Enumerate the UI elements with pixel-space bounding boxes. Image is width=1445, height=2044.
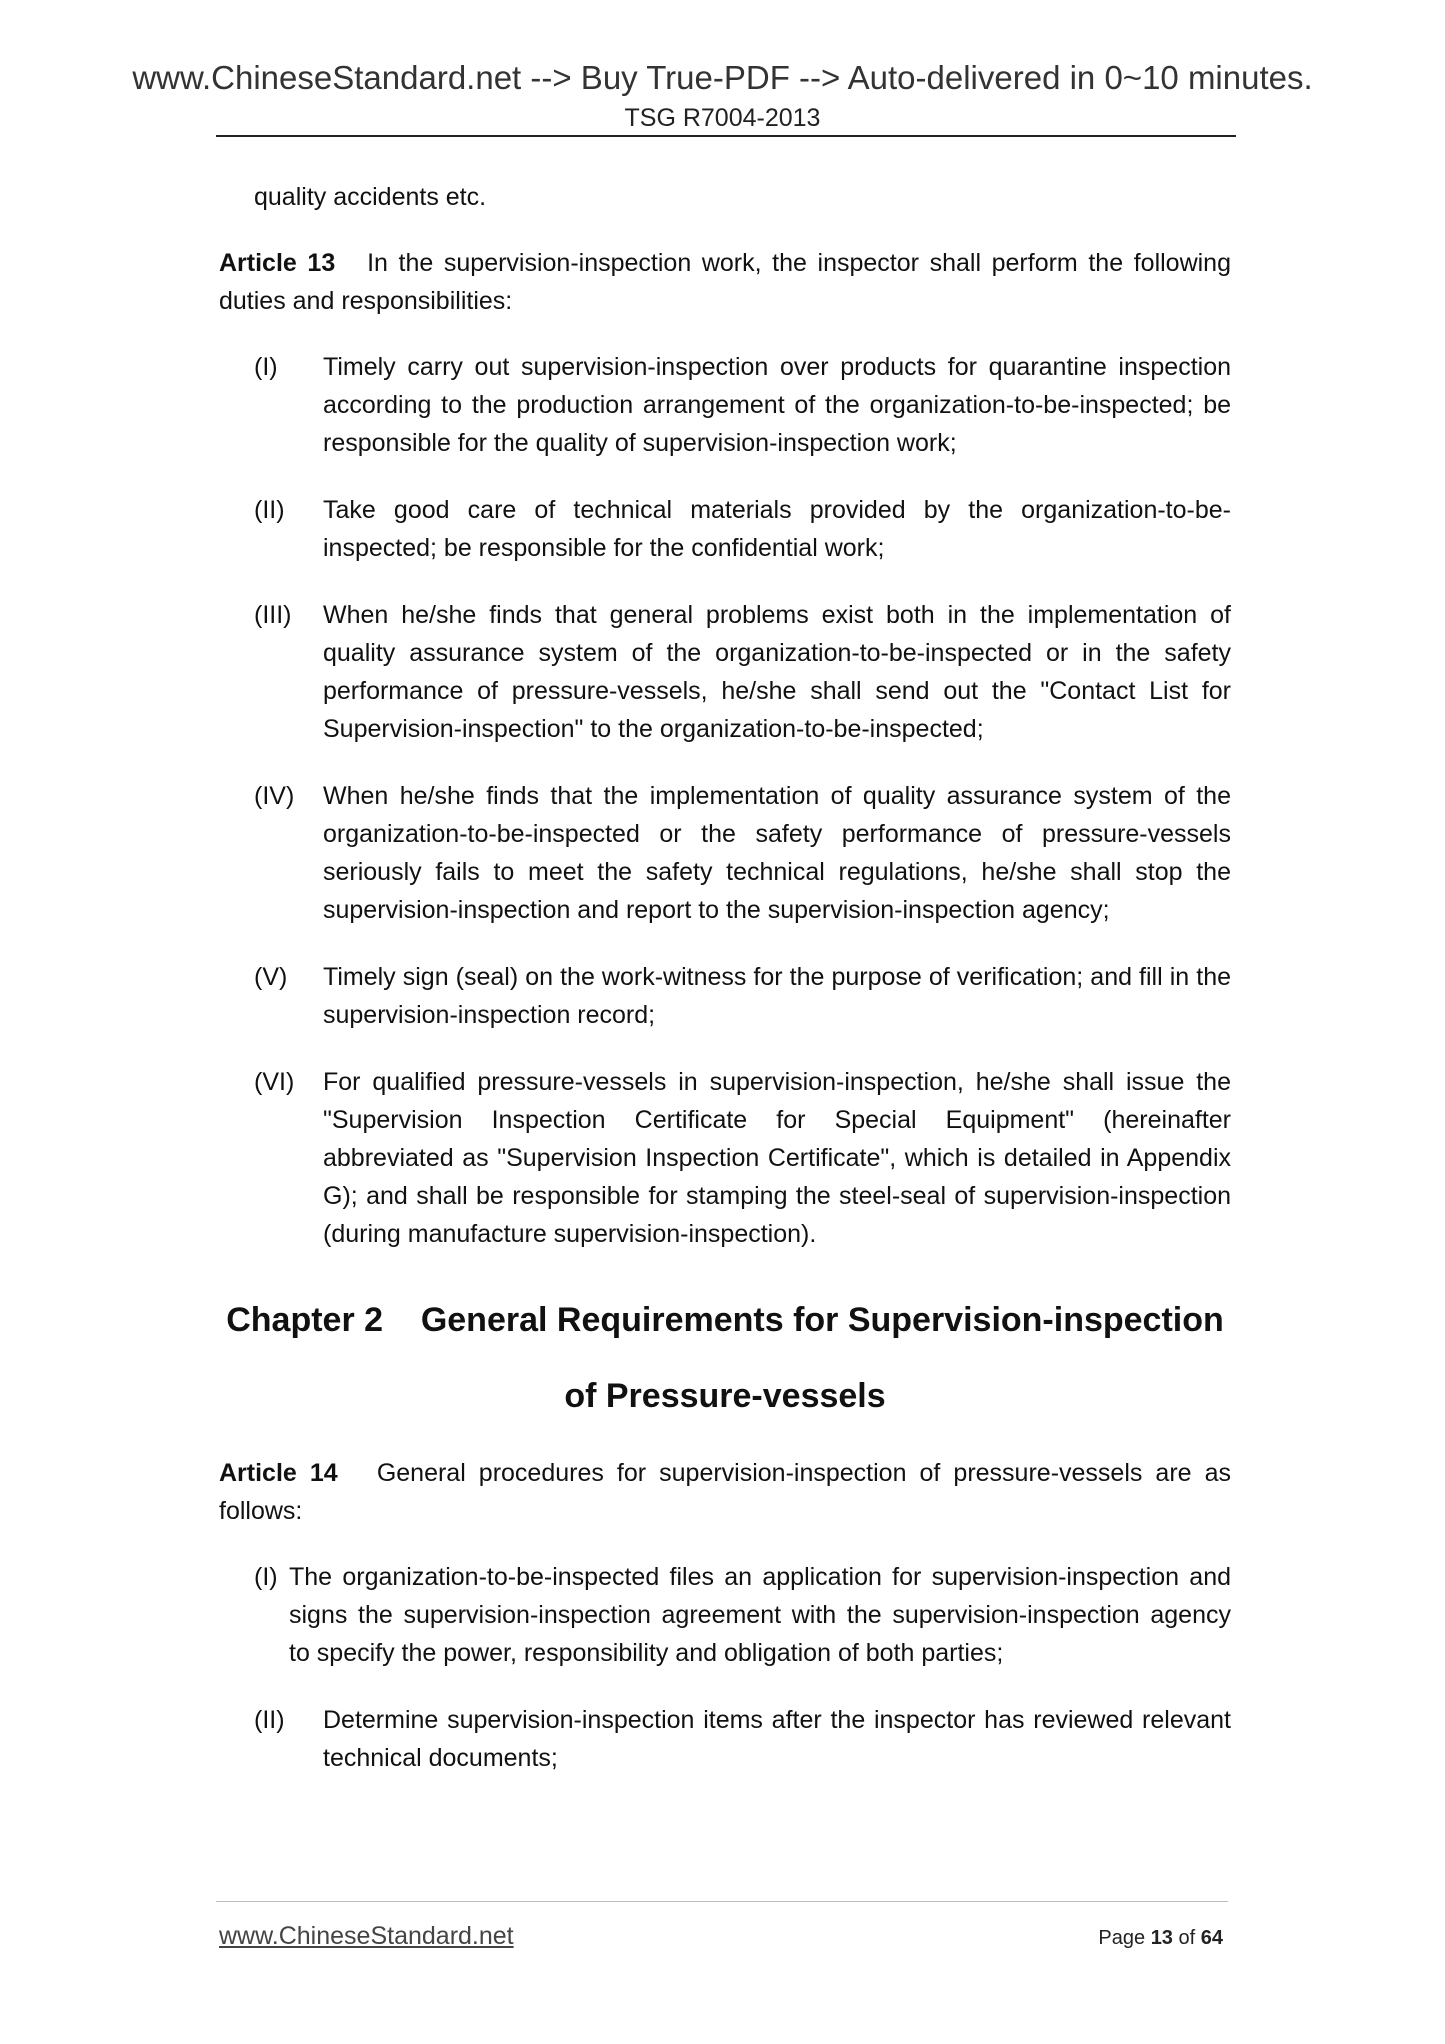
- article-13-text: In the supervision-inspection work, the inspector shall perform the following duties and responsibilities:: [219, 249, 1231, 315]
- list-item-text: The organization-to-be-inspected files an application for supervision-inspection and signs the supervision-inspection agreement with the supervision-inspection agency to specify the power, responsibility and obligation of both parties;: [289, 1563, 1231, 1667]
- list-item-text: Timely carry out supervision-inspection over products for quarantine inspection according to the production arrangement of the organization-to-be-inspected; be responsible for the quality of supervision-inspection work;: [323, 353, 1231, 457]
- article-13-label: Article 13: [219, 249, 336, 277]
- list-item-text: When he/she finds that the implementation of quality assurance system of the organization-to-be-inspected or the safety performance of pressure-vessels seriously fails to meet the safety technical regulations, he/she shall stop the supervision-inspection and report to the supervision-inspection agency;: [323, 782, 1231, 924]
- list-item-number: (IV): [254, 782, 295, 810]
- list-item: [219, 1063, 1231, 1253]
- top-banner: www.ChineseStandard.net --> Buy True-PDF --> Auto-delivered in 0~10 minutes.: [132, 59, 1313, 96]
- list-item: [219, 958, 1231, 1034]
- list-item: [219, 596, 1231, 748]
- list-item: [219, 491, 1231, 567]
- chapter-heading-line-2: of Pressure-vessels: [564, 1377, 886, 1415]
- footer-divider: [216, 1901, 1228, 1902]
- page-current: 13: [1150, 1927, 1173, 1949]
- article-14-label: Article 14: [219, 1459, 338, 1487]
- chapter-heading-line-1: Chapter 2 General Requirements for Supervision-inspection: [226, 1301, 1224, 1339]
- list-item-number: (I): [254, 353, 278, 381]
- list-item-text: Timely sign (seal) on the work-witness for the purpose of verification; and fill in the supervision-inspection record;: [323, 963, 1231, 1029]
- list-item-text: When he/she finds that general problems exist both in the implementation of quality assurance system of the organization-to-be-inspected or in the safety performance of pressure-vessels, he/she shall send out the "Contact List for Supervision-inspection" to the organization-to-be-inspected;: [323, 601, 1231, 743]
- list-item-number: (I): [254, 1563, 278, 1591]
- list-item-number: (V): [254, 963, 288, 991]
- chapter-heading: [219, 1282, 1231, 1434]
- list-item-number: (II): [254, 1706, 285, 1734]
- list-item: [219, 777, 1231, 929]
- header-divider: [216, 135, 1236, 137]
- list-item: [219, 1701, 1231, 1777]
- article-13: [219, 244, 1231, 320]
- list-item-number: (II): [254, 496, 285, 524]
- footer-site-link[interactable]: www.ChineseStandard.net: [219, 1922, 514, 1950]
- page-of: of: [1178, 1927, 1196, 1949]
- page-body: [219, 178, 1231, 1806]
- list-item-text: For qualified pressure-vessels in supervision-inspection, he/she shall issue the "Supervision Inspection Certificate for Special Equipment" (hereinafter abbreviated as "Supervision Inspection Certificate", which is detailed in Appendix G); and shall be responsible for stamping the steel-seal of supervision-inspection (during manufacture supervision-inspection).: [323, 1068, 1231, 1248]
- list-item-text: Determine supervision-inspection items after the inspector has reviewed relevant technical documents;: [323, 1706, 1231, 1772]
- list-item: [219, 1558, 1231, 1672]
- page-label: Page: [1098, 1927, 1146, 1949]
- document-id: TSG R7004-2013: [624, 104, 821, 132]
- article-14-text: General procedures for supervision-inspection of pressure-vessels are as follows:: [219, 1459, 1232, 1525]
- article-14-list: [219, 1558, 1231, 1777]
- page-total: 64: [1200, 1927, 1223, 1949]
- list-item: [219, 348, 1231, 462]
- page-number: [1098, 1925, 1223, 1951]
- article-14: [219, 1454, 1231, 1530]
- article-13-list: [219, 348, 1231, 1253]
- list-item-number: (VI): [254, 1068, 295, 1096]
- list-item-text: Take good care of technical materials provided by the organization-to-be-inspected; be responsible for the confidential work;: [323, 496, 1231, 562]
- list-item-number: (III): [254, 601, 292, 629]
- continued-text: quality accidents etc.: [254, 183, 487, 211]
